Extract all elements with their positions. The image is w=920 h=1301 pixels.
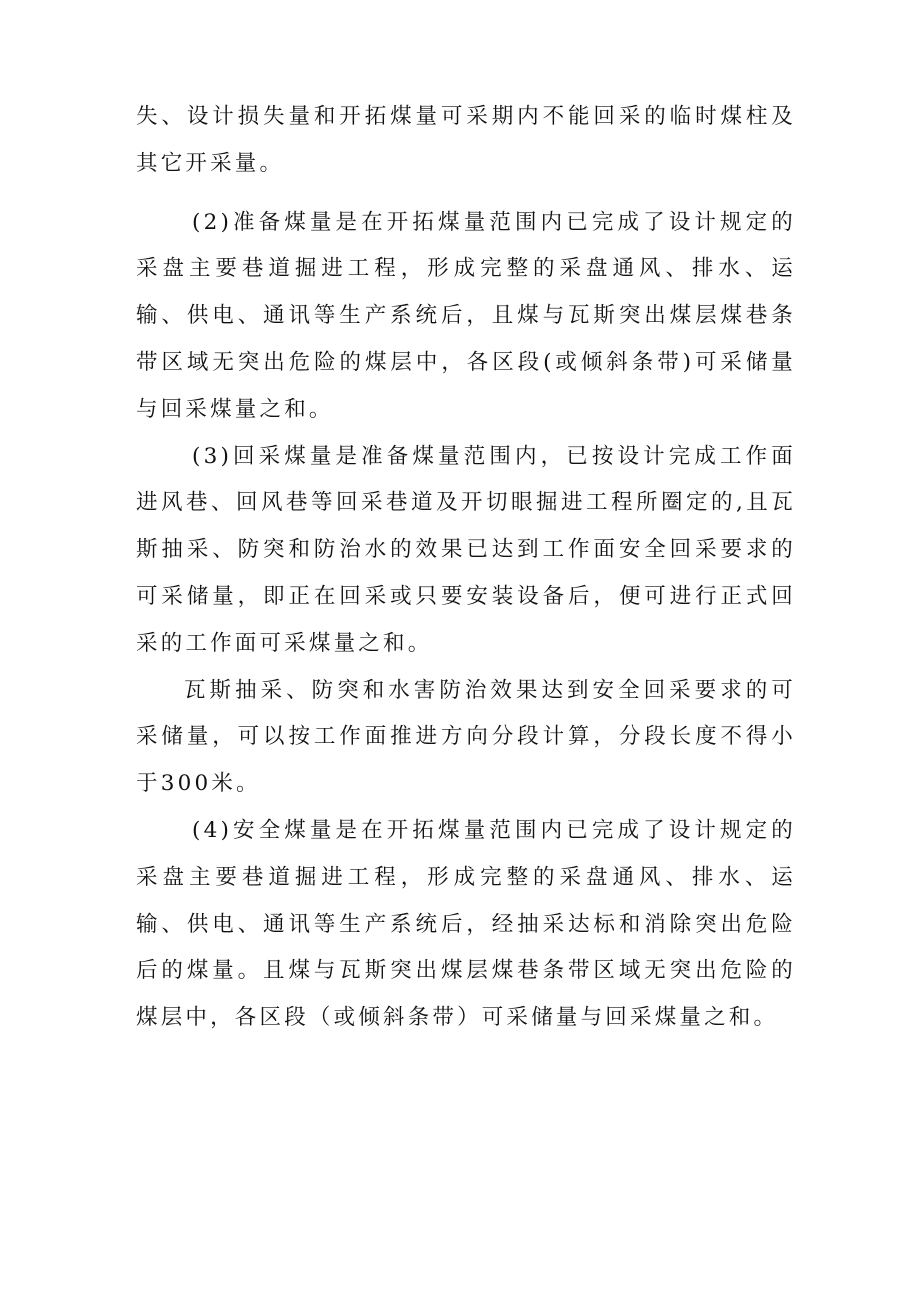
paragraph-preparation-coal: (2)准备煤量是在开拓煤量范围内已完成了设计规定的采盘主要巷道掘进工程，形成完整的采盘通风、排水、运输、供电、通讯等生产系统后，且煤与瓦斯突出煤层煤巷条带区域无突出危险的煤层中，各区段(或倾斜条带)可采储量与回采煤量之和。: [136, 209, 796, 422]
document-body: [136, 94, 796, 1042]
paragraph-mining-coal: (3)回采煤量是准备煤量范围内，已按设计完成工作面进风巷、回风巷等回采巷道及开切眼掘进工程所圈定的,且瓦斯抽采、防突和防治水的效果已达到工作面安全回采要求的可采储量，即正在回采或只要安装设备后，便可进行正式回采的工作面可采煤量之和。: [136, 443, 796, 656]
paragraph-safe-coal: (4)安全煤量是在开拓煤量范围内已完成了设计规定的采盘主要巷道掘进工程，形成完整的采盘通风、排水、运输、供电、通讯等生产系统后，经抽采达标和消除突出危险后的煤量。且煤与瓦斯突出煤层煤巷条带区域无突出危险的煤层中，各区段（或倾斜条带）可采储量与回采煤量之和。: [136, 817, 796, 1031]
paragraph-gas-drainage: 瓦斯抽采、防突和水害防治效果达到安全回采要求的可采储量，可以按工作面推进方向分段计算，分段长度不得小于300米。: [136, 677, 796, 797]
paragraph-continuation: 失、设计损失量和开拓煤量可采期内不能回采的临时煤柱及其它开采量。: [136, 104, 796, 176]
